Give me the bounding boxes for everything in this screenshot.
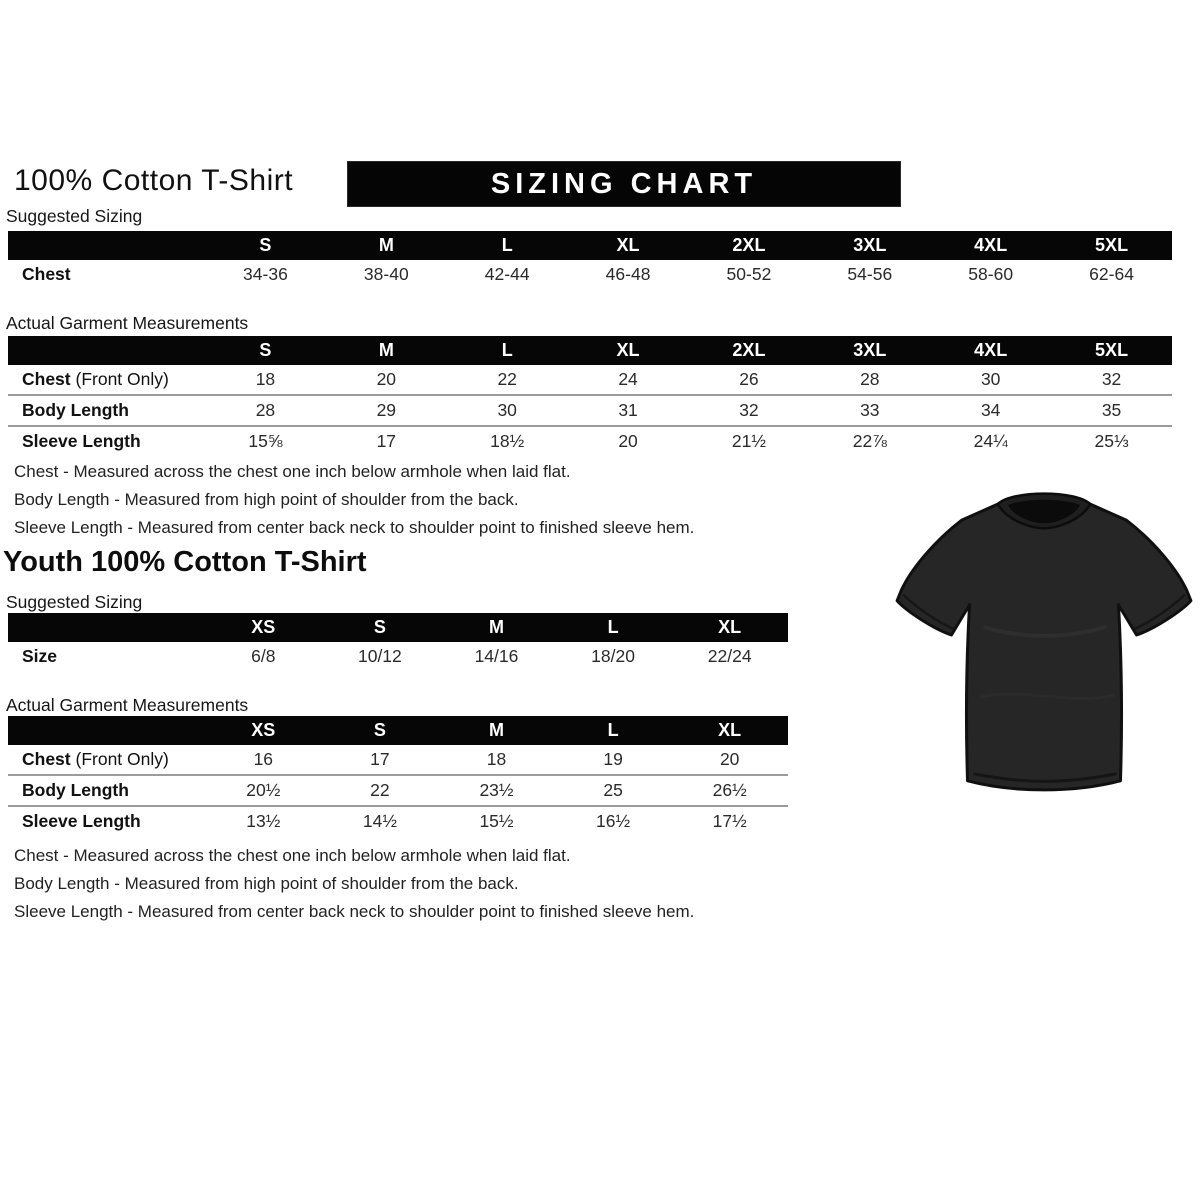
measurement-cell: 24¼ — [973, 431, 1008, 451]
row-label-text: Chest — [22, 749, 71, 769]
table-row — [8, 425, 1172, 456]
size-column-header: 3XL — [853, 340, 887, 360]
table-row — [8, 365, 1172, 394]
note-line: Body Length - Measured from high point of shoulder from the back. — [14, 490, 519, 509]
adult-product-title: 100% Cotton T-Shirt — [14, 164, 294, 197]
size-column-header: S — [259, 235, 272, 255]
measurement-cell: 25⅓ — [1094, 431, 1129, 451]
measurement-cell: 16½ — [596, 811, 631, 831]
measurement-cell: 15½ — [479, 811, 514, 831]
size-column-header: 4XL — [974, 235, 1008, 255]
size-column-header: 2XL — [732, 235, 766, 255]
table-header-row — [8, 613, 788, 642]
measurement-cell: 21½ — [731, 431, 766, 451]
size-column-header: XL — [616, 235, 640, 255]
measurement-cell: 18/20 — [591, 646, 635, 666]
black-tshirt-photo — [893, 476, 1195, 810]
measurement-cell: 32 — [1101, 369, 1122, 389]
row-label — [8, 749, 205, 770]
youth-suggested-sizing-label: Suggested Sizing — [6, 592, 143, 612]
table-row — [8, 805, 788, 836]
size-column-header: M — [488, 720, 504, 740]
row-label — [8, 400, 205, 421]
measurement-cell: 46-48 — [605, 264, 651, 284]
table-row — [8, 260, 1172, 289]
row-label-text: Body Length — [22, 780, 129, 800]
measurement-cell: 20 — [618, 431, 638, 451]
measurement-cell: 18 — [486, 749, 507, 769]
size-column-header: S — [373, 720, 386, 740]
size-column-header: XL — [616, 340, 640, 360]
sizing-chart-banner-text: SIZING CHART — [490, 167, 758, 200]
measurement-cell: 23½ — [479, 780, 514, 800]
youth-measurement-notes — [14, 842, 694, 926]
table-row — [8, 774, 788, 805]
row-label-text: Sleeve Length — [22, 431, 141, 451]
youth-actual-measurements-table — [8, 716, 788, 836]
measurement-cell: 20½ — [246, 780, 281, 800]
size-column-header: XL — [718, 720, 742, 740]
measurement-cell: 30 — [980, 369, 1001, 389]
size-column-header: M — [378, 235, 394, 255]
size-column-header: XS — [251, 720, 276, 740]
measurement-cell: 14½ — [362, 811, 397, 831]
measurement-cell: 15⅝ — [248, 431, 283, 451]
measurement-cell: 42-44 — [484, 264, 530, 284]
row-label-text: Size — [22, 646, 58, 666]
table-row — [8, 394, 1172, 425]
row-label-text: Sleeve Length — [22, 811, 141, 831]
row-label-text: Chest — [22, 264, 71, 284]
adult-actual-measurements-label: Actual Garment Measurements — [6, 313, 249, 333]
size-column-header: S — [373, 617, 386, 637]
measurement-cell: 25 — [603, 780, 623, 800]
row-label — [8, 369, 205, 390]
measurement-cell: 38-40 — [363, 264, 409, 284]
measurement-cell: 13½ — [246, 811, 281, 831]
size-column-header: L — [501, 235, 513, 255]
measurement-cell: 28 — [255, 400, 276, 420]
table-header-row — [8, 716, 788, 745]
measurement-cell: 19 — [603, 749, 623, 769]
measurement-cell: 17 — [376, 431, 397, 451]
sizing-chart-banner — [348, 162, 900, 206]
measurement-cell: 17 — [370, 749, 390, 769]
adult-suggested-sizing-label: Suggested Sizing — [6, 206, 143, 226]
row-label-text: Body Length — [22, 400, 129, 420]
measurement-cell: 34-36 — [243, 264, 288, 284]
measurement-cell: 54-56 — [847, 264, 893, 284]
note-line: Body Length - Measured from high point of shoulder from the back. — [14, 874, 519, 893]
measurement-cell: 22 — [370, 780, 390, 800]
table-row — [8, 642, 788, 671]
table-header-row — [8, 336, 1172, 365]
measurement-cell: 26½ — [712, 780, 747, 800]
youth-product-title: Youth 100% Cotton T-Shirt — [3, 546, 367, 578]
size-column-header: XL — [718, 617, 742, 637]
row-label — [8, 780, 205, 801]
row-label-suffix: (Front Only) — [70, 749, 169, 769]
size-column-header: 4XL — [974, 340, 1008, 360]
row-label-text: Chest — [22, 369, 71, 389]
size-column-header: M — [488, 617, 504, 637]
table-header-row — [8, 231, 1172, 260]
measurement-cell: 26 — [739, 369, 759, 389]
measurement-cell: 58-60 — [968, 264, 1014, 284]
note-line: Chest - Measured across the chest one inch below armhole when laid flat. — [14, 462, 571, 481]
measurement-cell: 35 — [1101, 400, 1122, 420]
tshirt-body — [897, 498, 1191, 790]
size-column-header: L — [607, 720, 619, 740]
table-row — [8, 745, 788, 774]
note-line: Sleeve Length - Measured from center back neck to shoulder point to finished sleeve hem. — [14, 518, 695, 537]
measurement-cell: 18½ — [490, 431, 525, 451]
measurement-cell: 17½ — [712, 811, 747, 831]
measurement-cell: 10/12 — [357, 646, 402, 666]
note-line: Sleeve Length - Measured from center back neck to shoulder point to finished sleeve hem. — [14, 902, 695, 921]
adult-actual-measurements-table — [8, 336, 1172, 456]
measurement-cell: 62-64 — [1089, 264, 1134, 284]
measurement-cell: 30 — [497, 400, 517, 420]
measurement-cell: 29 — [376, 400, 397, 420]
size-column-header: 3XL — [853, 235, 887, 255]
measurement-cell: 20 — [376, 369, 397, 389]
measurement-cell: 20 — [719, 749, 740, 769]
size-column-header: XS — [251, 617, 276, 637]
youth-suggested-sizing-table — [8, 613, 788, 671]
size-column-header: 5XL — [1095, 340, 1129, 360]
row-label-suffix: (Front Only) — [70, 369, 169, 389]
row-label — [8, 646, 205, 667]
note-line: Chest - Measured across the chest one inch below armhole when laid flat. — [14, 846, 571, 865]
measurement-cell: 6/8 — [251, 646, 276, 666]
measurement-cell: 22⅞ — [852, 431, 887, 451]
measurement-cell: 22/24 — [707, 646, 752, 666]
measurement-cell: 18 — [255, 369, 276, 389]
measurement-cell: 22 — [497, 369, 517, 389]
measurement-cell: 14/16 — [474, 646, 519, 666]
size-column-header: S — [259, 340, 272, 360]
size-column-header: M — [378, 340, 394, 360]
size-column-header: L — [607, 617, 619, 637]
measurement-cell: 28 — [860, 369, 880, 389]
measurement-cell: 32 — [739, 400, 759, 420]
measurement-cell: 24 — [618, 369, 638, 389]
row-label — [8, 811, 205, 832]
adult-measurement-notes — [14, 458, 694, 542]
adult-suggested-sizing-table — [8, 231, 1172, 289]
row-label — [8, 431, 205, 452]
measurement-cell: 31 — [618, 400, 638, 420]
size-column-header: 2XL — [732, 340, 766, 360]
measurement-cell: 50-52 — [726, 264, 772, 284]
youth-actual-measurements-label: Actual Garment Measurements — [6, 695, 249, 715]
measurement-cell: 16 — [253, 749, 274, 769]
measurement-cell: 33 — [860, 400, 880, 420]
size-column-header: L — [501, 340, 513, 360]
row-label — [8, 264, 205, 285]
measurement-cell: 34 — [980, 400, 1001, 420]
size-column-header: 5XL — [1095, 235, 1129, 255]
